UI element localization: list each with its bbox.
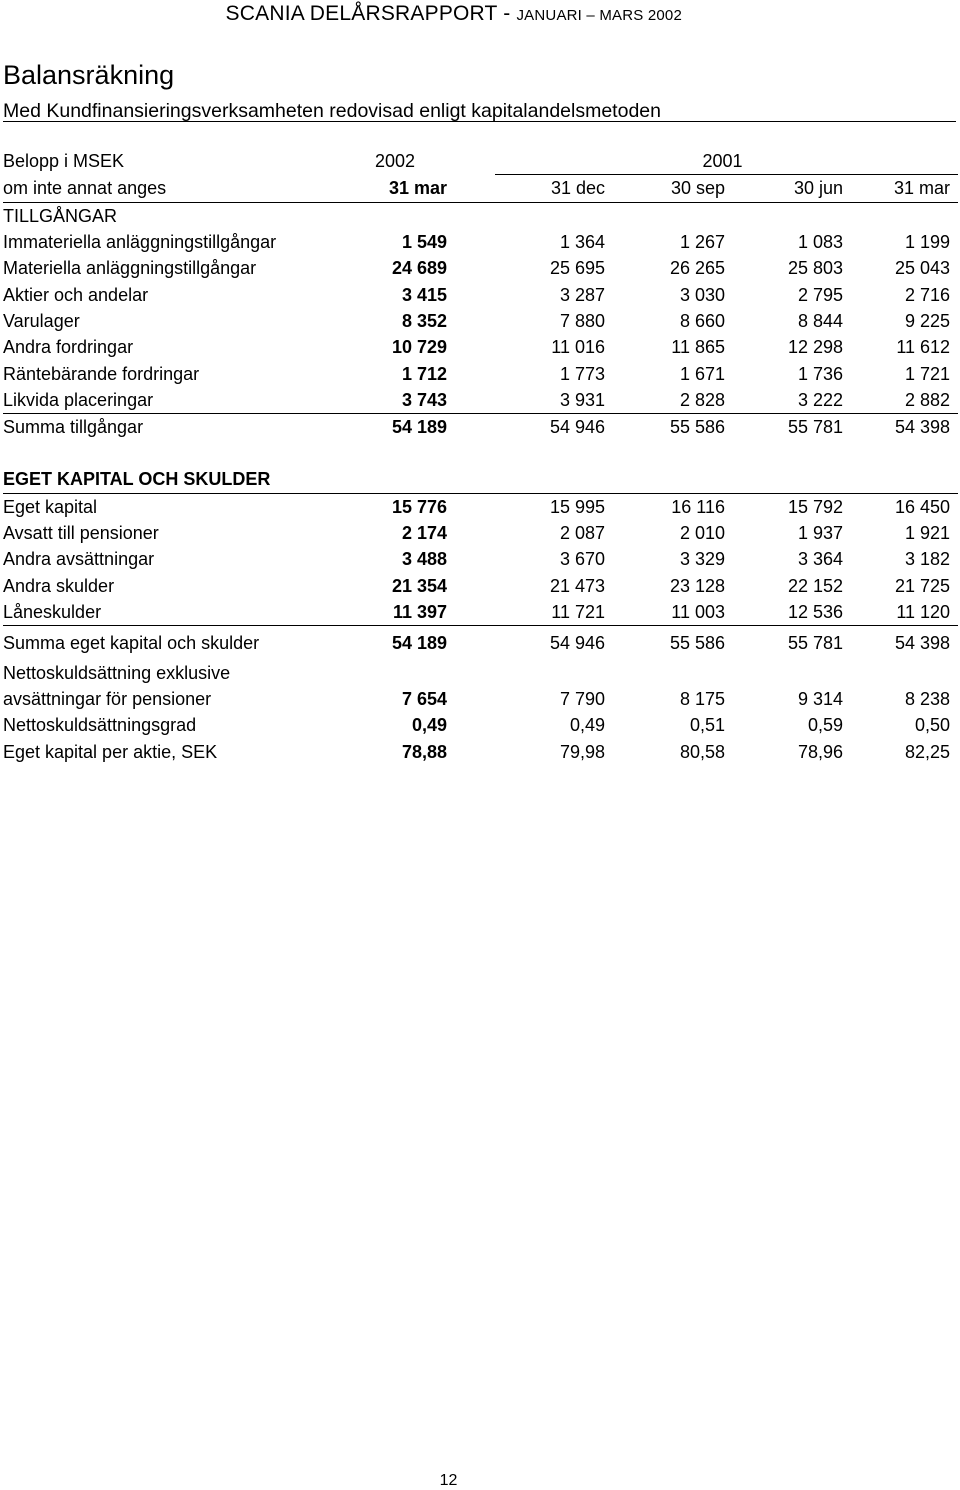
cell-value: 55 781 [787,632,843,653]
row-label: Andra avsättningar [3,549,155,570]
cell-value: 1 721 [905,363,951,384]
header-row-dates [3,175,958,202]
page-title: Balansräkning [3,60,175,90]
cell-value: 3 743 [343,387,455,414]
cell-value: 11 721 [495,599,613,626]
cell-value: 55 781 [787,417,843,438]
cell-value: 8 660 [679,310,725,331]
cell-value: 15 995 [549,496,605,517]
column-date: 31 mar [343,175,455,202]
cell-value: 0,50 [915,715,951,736]
page-subtitle: Med Kundfinansieringsverksamheten redovisad enligt kapitalandelsmetoden [3,100,661,122]
row-label: Eget kapital per aktie, SEK [3,741,218,762]
row-label: Likvida placeringar [3,387,343,414]
cell-value: 3 287 [559,284,605,305]
total-row [3,625,958,660]
cell-value: 8 844 [797,310,843,331]
cell-value: 10 729 [391,337,447,358]
cell-value: 12 298 [787,337,843,358]
column-date: 31 dec [495,175,613,202]
cell-value: 15 776 [391,496,447,517]
row-label: Summa eget kapital och skulder [3,632,260,653]
cell-value: 3 364 [797,549,843,570]
cell-value: 80,58 [679,741,725,762]
cell-value: 78,96 [797,741,843,762]
cell-value: 3 329 [679,549,725,570]
row-label: Låneskulder [3,599,343,626]
table-row [3,360,958,386]
table-row [3,334,958,360]
cell-value: 55 586 [669,632,725,653]
section-heading-row [3,202,958,229]
table-row [3,739,958,765]
row-label: Summa tillgångar [3,417,144,438]
cell-value: 1 549 [401,232,447,253]
cell-value: 1 364 [559,232,605,253]
cell-value: 2 010 [679,523,725,543]
cell-value: 3 182 [905,549,951,570]
cell-value: 9 225 [905,310,951,331]
cell-value: 3 488 [401,549,447,570]
page-number: 12 [439,1472,458,1489]
cell-value: 22 152 [787,575,843,596]
table-row [3,546,958,572]
cell-value: 2 087 [559,523,605,543]
cell-value: 55 586 [669,417,725,438]
cell-value: 3 931 [495,387,613,414]
unit-note: om inte annat anges [3,175,343,202]
table-row [3,255,958,281]
cell-value: 15 792 [787,496,843,517]
year-current: 2002 [374,151,416,172]
balance-sheet-table [3,148,958,765]
cell-value: 54 946 [549,417,605,438]
report-period: JANUARI – MARS 2002 [516,7,682,24]
liabilities-heading: EGET KAPITAL OCH SKULDER [3,466,343,493]
row-label: Aktier och andelar [3,284,149,305]
assets-heading: TILLGÅNGAR [3,205,118,226]
column-date: 31 mar [851,175,958,202]
cell-value: 2 795 [797,284,843,305]
table-row [3,308,958,334]
row-label: avsättningar för pensioner [3,689,212,710]
cell-value: 8 352 [401,310,447,331]
cell-value: 11 120 [851,599,958,626]
cell-value: 3 415 [401,284,447,305]
cell-value: 3 030 [679,284,725,305]
cell-value: 21 354 [391,575,447,596]
cell-value: 1 712 [401,363,447,384]
subtitle-divider [3,121,956,122]
total-row [3,413,958,440]
table-row [3,712,958,738]
cell-value: 7 790 [559,689,605,710]
report-header [226,2,682,26]
cell-value: 54 398 [894,632,951,653]
cell-value: 11 612 [896,337,951,358]
cell-value: 54 189 [391,632,447,653]
table-row [3,493,958,520]
cell-value: 8 238 [905,689,951,710]
cell-value: 79,98 [559,741,605,762]
table-row [3,686,958,712]
table-row [3,281,958,307]
cell-value: 54 189 [391,417,447,438]
cell-value: 54 398 [894,417,951,438]
cell-value: 16 116 [671,496,725,517]
cell-value: 25 803 [787,258,843,279]
cell-value: 24 689 [391,258,447,279]
cell-value: 82,25 [905,741,951,762]
cell-value: 2 882 [851,387,958,414]
cell-value: 11 397 [343,599,455,626]
cell-value: 3 670 [559,549,605,570]
cell-value: 1 736 [797,363,843,384]
cell-value: 9 314 [797,689,843,710]
cell-value: 11 016 [551,337,605,358]
cell-value: 1 199 [905,232,951,253]
cell-value: 1 937 [797,523,843,543]
cell-value: 2 174 [401,523,447,543]
column-date: 30 jun [733,175,851,202]
cell-value: 12 536 [733,599,851,626]
unit-label: Belopp i MSEK [3,151,125,172]
year-previous: 2001 [495,148,958,175]
cell-value: 1 083 [797,232,843,253]
row-label: Räntebärande fordringar [3,363,200,384]
cell-value: 1 921 [905,523,951,543]
table-row [3,599,958,626]
cell-value: 0,51 [689,715,725,736]
cell-value: 3 222 [733,387,851,414]
cell-value: 54 946 [549,632,605,653]
cell-value: 1 671 [679,363,725,384]
table-row [3,387,958,414]
cell-value: 21 725 [894,575,951,596]
row-label: Varulager [3,310,80,331]
cell-value: 8 175 [679,689,725,710]
cell-value: 23 128 [669,575,725,596]
key-figure-label-row [3,660,958,686]
section-heading-row [3,466,958,493]
spacer-row [3,440,958,466]
cell-value: 0,49 [411,715,447,736]
report-title: SCANIA DELÅRSRAPPORT - [225,2,517,25]
column-date: 30 sep [613,175,733,202]
header-row-years [3,148,958,175]
table-row [3,229,958,255]
cell-value: 25 043 [894,258,951,279]
cell-value: 7 654 [401,689,447,710]
cell-value: 2 828 [613,387,733,414]
cell-value: 0,59 [807,715,843,736]
row-label: Nettoskuldsättningsgrad [3,715,197,736]
cell-value: 1 773 [559,363,605,384]
cell-value: 16 450 [894,496,951,517]
cell-value: 21 473 [549,575,605,596]
cell-value: 2 716 [905,284,951,305]
row-label: Eget kapital [3,496,98,517]
table-row [3,520,958,546]
row-label: Nettoskuldsättning exklusive [3,662,231,683]
cell-value: 78,88 [401,741,447,762]
cell-value: 26 265 [669,258,725,279]
cell-value: 0,49 [569,715,605,736]
row-label: Andra skulder [3,575,115,596]
cell-value: 11 865 [671,337,725,358]
cell-value: 25 695 [549,258,605,279]
cell-value: 1 267 [679,232,725,253]
cell-value: 11 003 [613,599,733,626]
cell-value: 7 880 [559,310,605,331]
row-label: Avsatt till pensioner [3,523,159,543]
table-row [3,572,958,598]
row-label: Immateriella anläggningstillgångar [3,232,277,253]
row-label: Andra fordringar [3,337,134,358]
row-label: Materiella anläggningstillgångar [3,258,257,279]
